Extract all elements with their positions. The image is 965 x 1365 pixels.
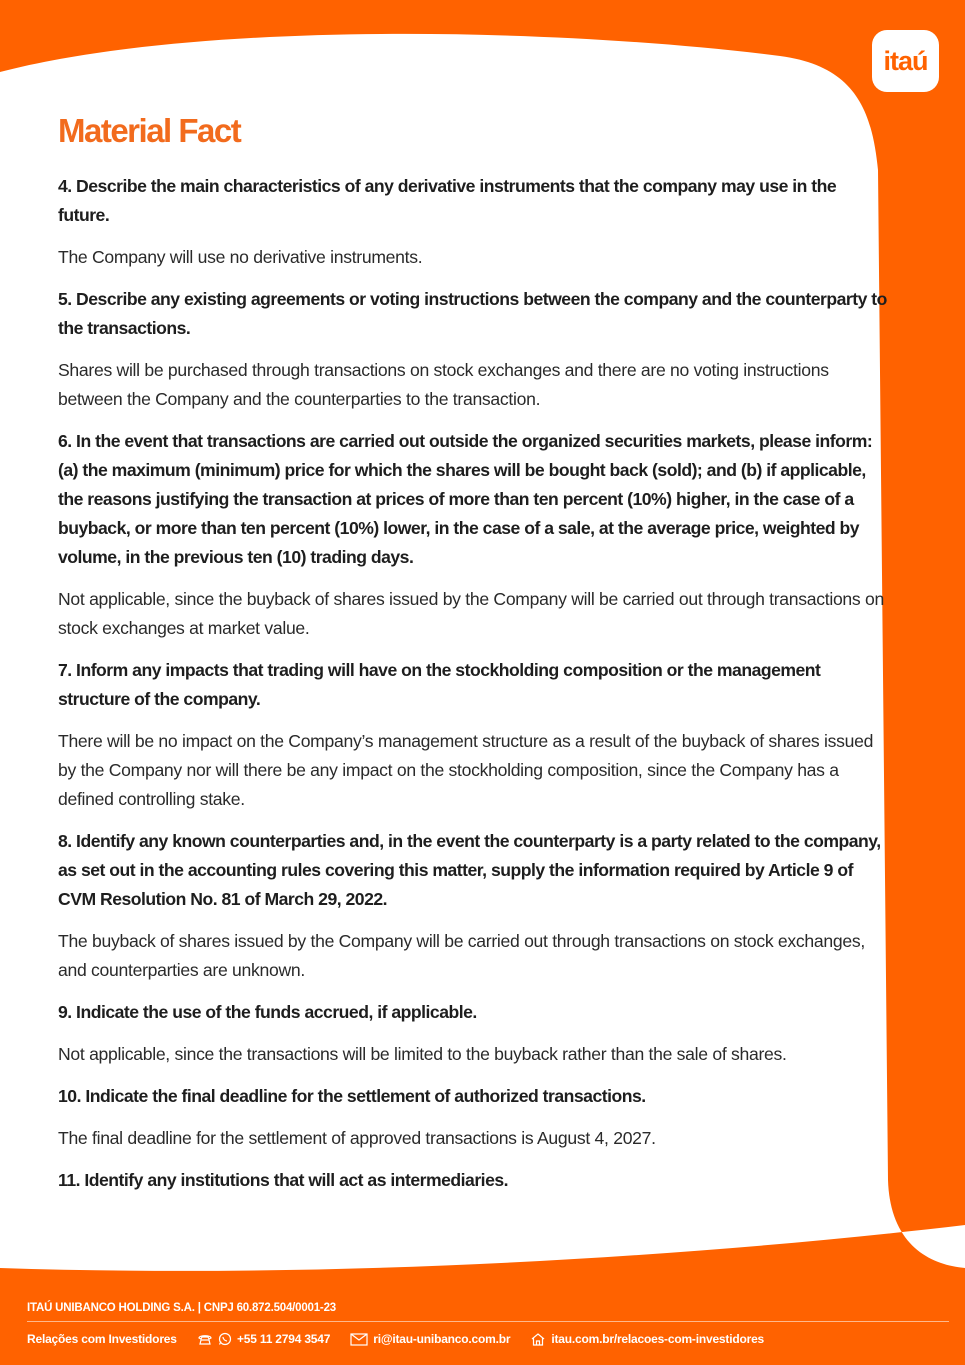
phone-icon — [197, 1332, 213, 1346]
question-5: 5. Describe any existing agreements or voting instructions between the company and the counterparty to the transactions. — [58, 289, 887, 338]
page-title: Material Fact — [58, 112, 241, 149]
logo-text: itaú — [883, 45, 928, 76]
answer-7: There will be no impact on the Company’s management structure as a result of the buyback of shares issued by the Company nor will there be any impact on the stockholding composition, since the Company has a defined controlling stake. — [58, 731, 874, 809]
question-7: 7. Inform any impacts that trading will have on the stockholding composition or the management structure of the company. — [58, 660, 821, 709]
question-11: 11. Identify any institutions that will act as intermediaries. — [58, 1170, 509, 1190]
itau-logo — [872, 30, 939, 92]
phone-contact[interactable] — [197, 1332, 330, 1346]
email-address: ri@itau-unibanco.com.br — [373, 1332, 511, 1346]
answer-8: The buyback of shares issued by the Company will be carried out through transactions on stock exchanges, and counterparties are unknown. — [58, 931, 865, 980]
question-10: 10. Indicate the final deadline for the settlement of authorized transactions. — [58, 1086, 646, 1106]
answer-10: The final deadline for the settlement of approved transactions is August 4, 2027. — [58, 1128, 656, 1148]
question-9: 9. Indicate the use of the funds accrued, if applicable. — [58, 1002, 477, 1022]
website-url: itau.com.br/relacoes-com-investidores — [551, 1332, 765, 1346]
answer-6: Not applicable, since the buyback of shares issued by the Company will be carried out through transactions on stock exchanges at market value. — [58, 589, 884, 638]
document-body — [58, 108, 888, 1208]
question-4: 4. Describe the main characteristics of any derivative instruments that the company may use in the future. — [58, 176, 837, 225]
phone-number: +55 11 2794 3547 — [237, 1332, 331, 1346]
website-contact[interactable] — [530, 1332, 764, 1347]
home-icon — [530, 1332, 546, 1347]
question-8: 8. Identify any known counterparties and, in the event the counterparty is a party related to the company, as set out in the accounting rules covering this matter, supply the information required by Article 9 of CVM Resolution No. 81 of March 29, 2022. — [58, 831, 881, 909]
email-contact[interactable] — [350, 1332, 510, 1346]
question-6: 6. In the event that transactions are carried out outside the organized securities markets, please inform: (a) the maximum (minimum) price for which the shares will be bought back (sold); and (b) if applicable, the reasons justifying the transaction at prices of more than ten percent (10%) higher, in the case of a buyback, or more than ten percent (10%) lower, in the case of a sale, at the average price, weighted by volume, in the previous ten (10) trading days. — [58, 431, 873, 567]
ir-label: Relações com Investidores — [27, 1332, 177, 1346]
contact-bar — [27, 1322, 949, 1356]
answer-4: The Company will use no derivative instruments. — [58, 247, 423, 267]
answer-9: Not applicable, since the transactions will be limited to the buyback rather than the sale of shares. — [58, 1044, 787, 1064]
footer — [27, 1296, 949, 1356]
answer-5: Shares will be purchased through transactions on stock exchanges and there are no voting instructions between the Company and the counterparties to the transaction. — [58, 360, 829, 409]
mail-icon — [350, 1333, 368, 1346]
whatsapp-icon — [218, 1332, 232, 1346]
company-info: ITAÚ UNIBANCO HOLDING S.A. | CNPJ 60.872.504/0001-23 — [27, 1302, 336, 1314]
